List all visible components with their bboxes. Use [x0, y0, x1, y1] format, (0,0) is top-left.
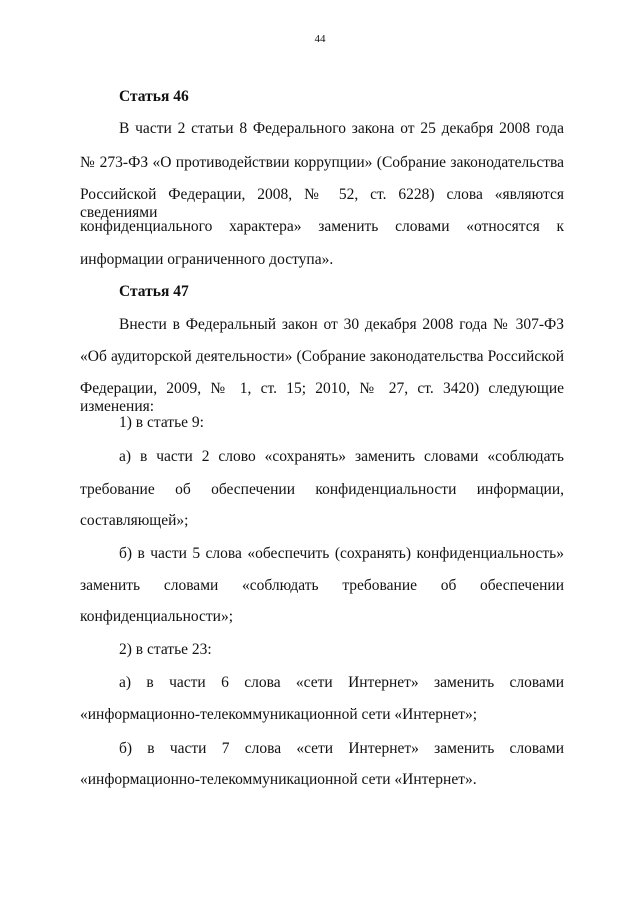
article-46-line-4: конфиденциального характера» заменить словами «относятся к — [80, 218, 564, 235]
article-47-line-1: Внести в Федеральный закон от 30 декабря 2008 года № 307-ФЗ — [119, 316, 564, 333]
article-47-line-6: требование об обеспечении конфиденциальности информации, — [80, 481, 564, 498]
article-46-line-1: В части 2 статьи 8 Федерального закона от 25 декабря 2008 года — [119, 120, 564, 137]
article-47-line-7: составляющей»; — [80, 512, 189, 529]
article-47-line-9: заменить словами «соблюдать требование об обеспечении — [80, 577, 564, 594]
article-46-line-3: Российской Федерации, 2008, № 52, ст. 6228) слова «являются сведениями — [80, 186, 564, 221]
article-47-line-5: а) в части 2 слово «сохранять» заменить словами «соблюдать — [119, 448, 564, 465]
article-47-line-12: а) в части 6 слова «сети Интернет» заменить словами — [119, 674, 564, 691]
page-number: 44 — [314, 33, 326, 45]
article-47-heading: Статья 47 — [119, 283, 189, 300]
article-47-line-4: 1) в статье 9: — [119, 414, 204, 431]
article-47-line-10: конфиденциальности»; — [80, 608, 234, 625]
article-47-line-14: б) в части 7 слова «сети Интернет» заменить словами — [119, 740, 564, 757]
article-47-line-2: «Об аудиторской деятельности» (Собрание законодательства Российской — [80, 348, 564, 365]
article-46-heading: Статья 46 — [119, 88, 189, 105]
article-46-line-5: информации ограниченного доступа». — [80, 251, 334, 268]
article-47-line-3: Федерации, 2009, № 1, ст. 15; 2010, № 27, ст. 3420) следующие изменения: — [80, 380, 564, 415]
article-47-line-13: «информационно-телекоммуникационной сети «Интернет»; — [80, 706, 478, 723]
article-47-line-8: б) в части 5 слова «обеспечить (сохранять) конфиденциальность» — [119, 545, 564, 562]
article-47-line-11: 2) в статье 23: — [119, 641, 212, 658]
article-47-line-15: «информационно-телекоммуникационной сети «Интернет». — [80, 771, 477, 788]
article-46-line-2: № 273-ФЗ «О противодействии коррупции» (Собрание законодательства — [80, 154, 564, 171]
